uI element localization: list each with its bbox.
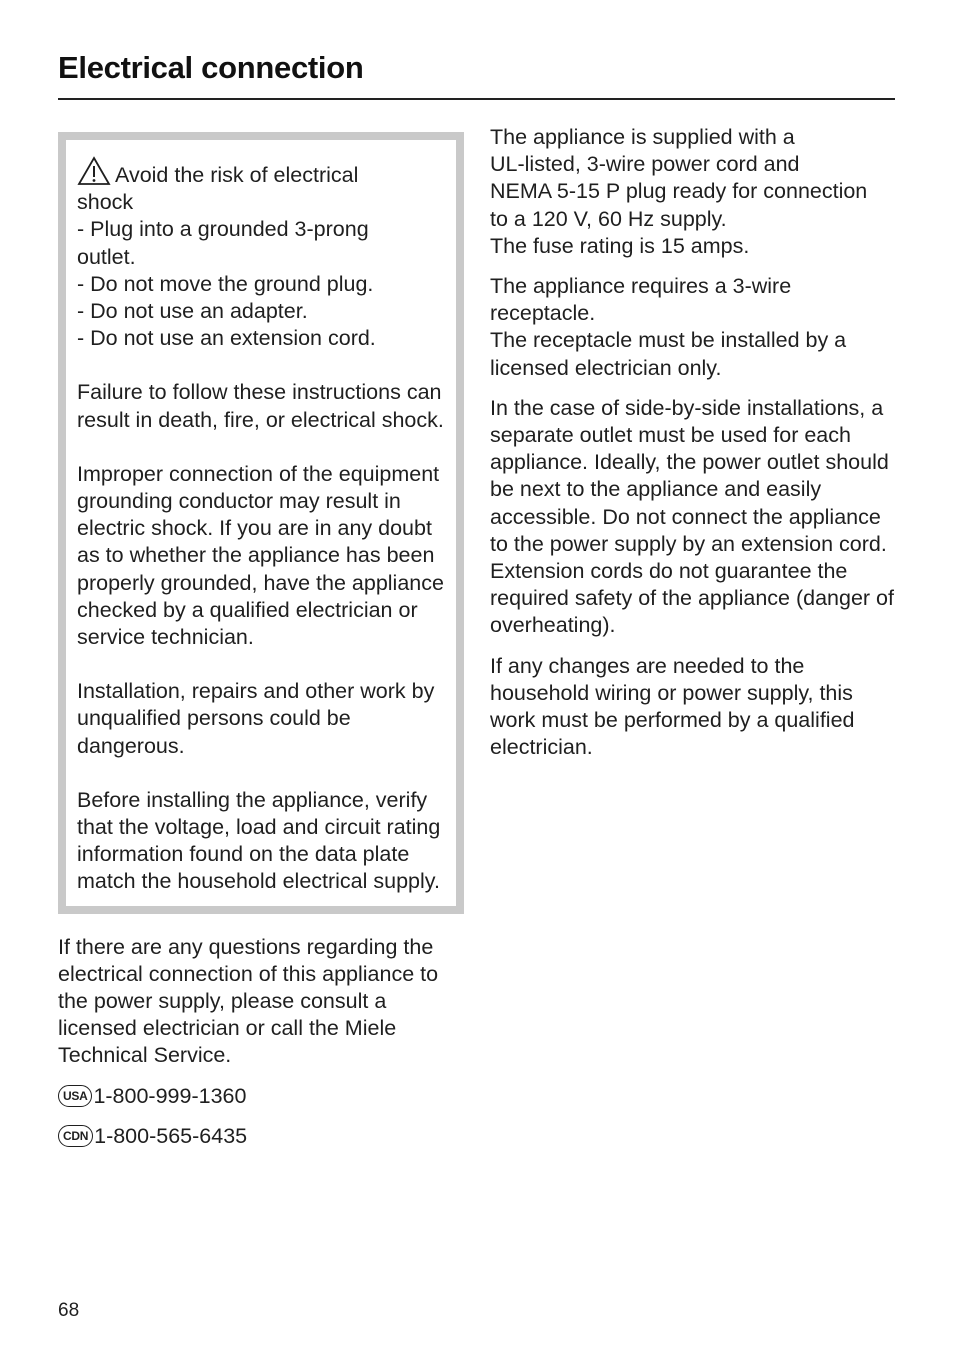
- warning-paragraph: Installation, repairs and other work by unqualified persons could be dangerous.: [77, 679, 435, 758]
- wiring-changes-paragraph: If any changes are needed to the household wiring or power supply, this work must be performed by a qualified electrician.: [490, 653, 855, 760]
- phone-usa: [58, 1083, 468, 1110]
- power-cord-paragraph: The appliance is supplied with a UL-listed, 3-wire power cord and NEMA 5-15 P plug ready for connection to a 120 V, 60 Hz supply. The fuse rating is 15 amps.: [490, 125, 868, 258]
- warning-box: [58, 132, 464, 914]
- page-title: Electrical connection: [58, 50, 364, 85]
- warning-paragraph: Improper connection of the equipment grounding conductor may result in electric shock. If you are in any doubt as to whether the appliance has been properly grounded, have the appliance checked by a qualified electrician or service technician.: [77, 461, 444, 650]
- warning-heading-rest: shock: [77, 190, 134, 215]
- warning-list-item: outlet.: [77, 244, 136, 269]
- warning-heading-first: Avoid the risk of electrical: [115, 163, 359, 187]
- warning-paragraph: Before installing the appliance, verify that the voltage, load and circuit rating information found on the data plate match the household electrical supply.: [77, 787, 441, 894]
- warning-paragraph: Failure to follow these instructions can result in death, fire, or electrical shock.: [77, 380, 444, 432]
- phone-number-cdn: 1-800-565-6435: [94, 1123, 248, 1148]
- phone-number-usa: 1-800-999-1360: [93, 1083, 247, 1108]
- receptacle-paragraph: The appliance requires a 3-wire receptacle. The receptacle must be installed by a licensed electrician only.: [490, 274, 847, 380]
- left-column: [58, 132, 468, 1150]
- warning-box-inner: [66, 140, 456, 906]
- warning-triangle-icon: [77, 156, 111, 186]
- phone-cdn: [58, 1123, 468, 1150]
- page-number: 68: [58, 1300, 80, 1321]
- service-contact-text: If there are any questions regarding the electrical connection of this appliance to the power supply, please consult a licensed electrician or call the Miele Technical Service.: [58, 934, 439, 1068]
- warning-list-item: - Do not use an adapter.: [77, 299, 308, 324]
- country-badge-usa: USA: [58, 1085, 92, 1107]
- warning-heading: [77, 156, 446, 216]
- side-by-side-paragraph: In the case of side-by-side installations, a separate outlet must be used for each appliance. Ideally, the power outlet should be next to the appliance and easily accessible. Do not connect the appliance to the power supply by an extension cord. Extension cords do not guarantee the required safety of the appliance (danger of overheating).: [490, 395, 894, 638]
- title-divider: [58, 98, 895, 100]
- warning-list-item: - Do not move the ground plug.: [77, 271, 374, 296]
- country-badge-cdn: CDN: [58, 1125, 93, 1147]
- warning-list-item: - Do not use an extension cord.: [77, 326, 376, 351]
- warning-list: [77, 216, 446, 352]
- warning-list-item: - Plug into a grounded 3-prong: [77, 217, 369, 242]
- right-column: [490, 124, 900, 774]
